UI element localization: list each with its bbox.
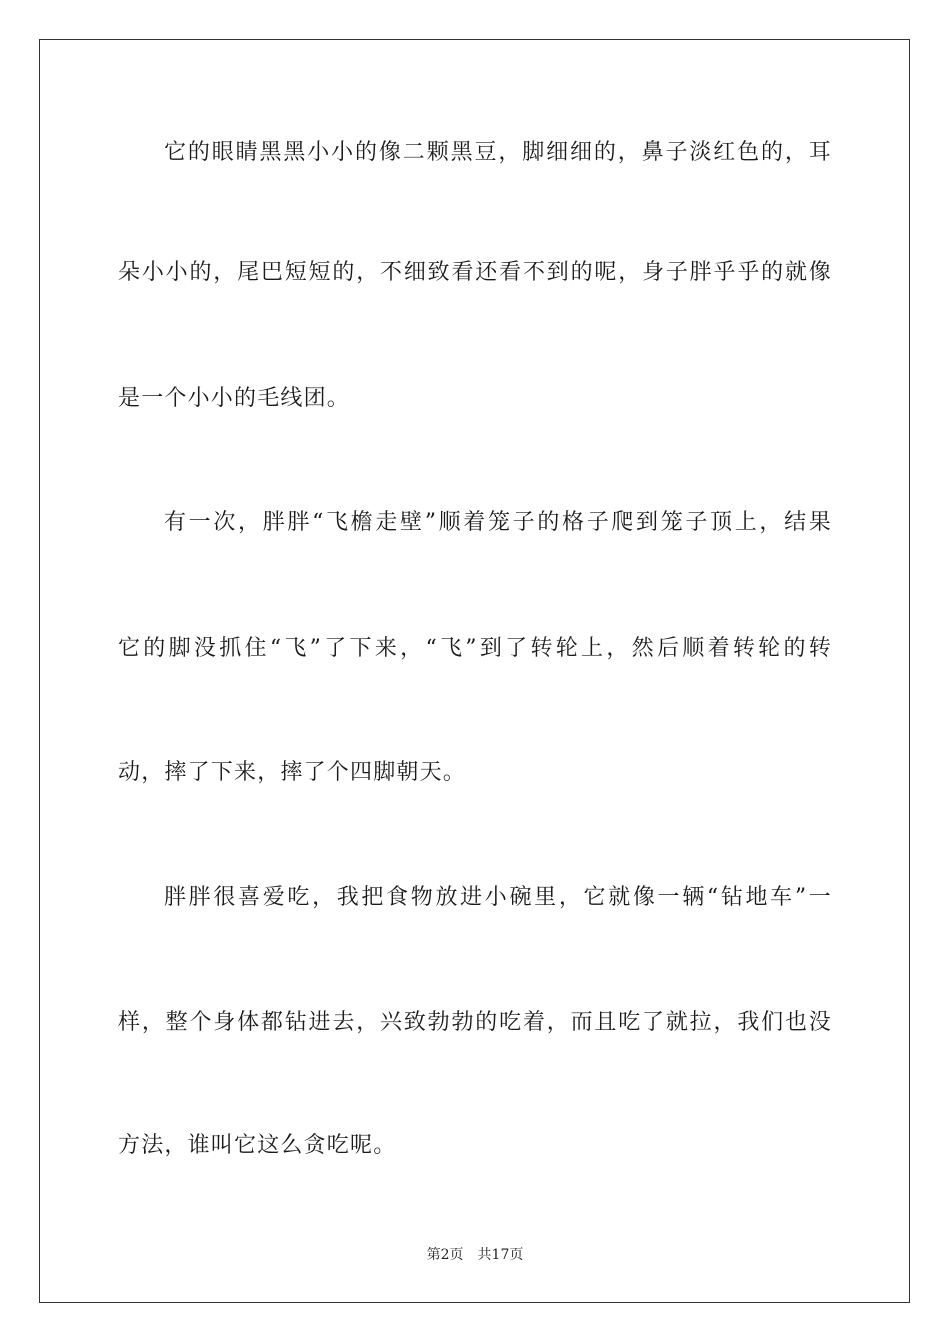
page-border [39, 39, 910, 1303]
paragraph-3-line-3: 方法，谁叫它这么贪吃呢。 [118, 1133, 397, 1158]
paragraph-3-line-2: 样，整个身体都钻进去，兴致勃勃的吃着，而且吃了就拉，我们也没 [118, 1010, 832, 1035]
paragraph-1-line-3: 是一个小小的毛线团。 [118, 386, 351, 411]
page-footer [0, 1246, 950, 1264]
paragraph-1-line-1: 它的眼睛黑黑小小的像二颗黑豆，脚细细的，鼻子淡红色的，耳 [164, 140, 832, 165]
page-number: 第2页 [426, 1247, 464, 1263]
paragraph-2-line-1: 有一次，胖胖“飞檐走壁”顺着笼子的格子爬到笼子顶上，结果 [164, 510, 832, 535]
page-total: 共17页 [477, 1247, 524, 1263]
paragraph-1-line-2: 朵小小的，尾巴短短的，不细致看还看不到的呢，身子胖乎乎的就像 [118, 260, 832, 285]
paragraph-3-line-1: 胖胖很喜爱吃，我把食物放进小碗里，它就像一辆“钻地车”一 [164, 885, 832, 910]
paragraph-2-line-2: 它的脚没抓住“飞”了下来，“飞”到了转轮上，然后顺着转轮的转 [118, 636, 832, 661]
paragraph-2-line-3: 动，摔了下来，摔了个四脚朝天。 [118, 760, 467, 785]
